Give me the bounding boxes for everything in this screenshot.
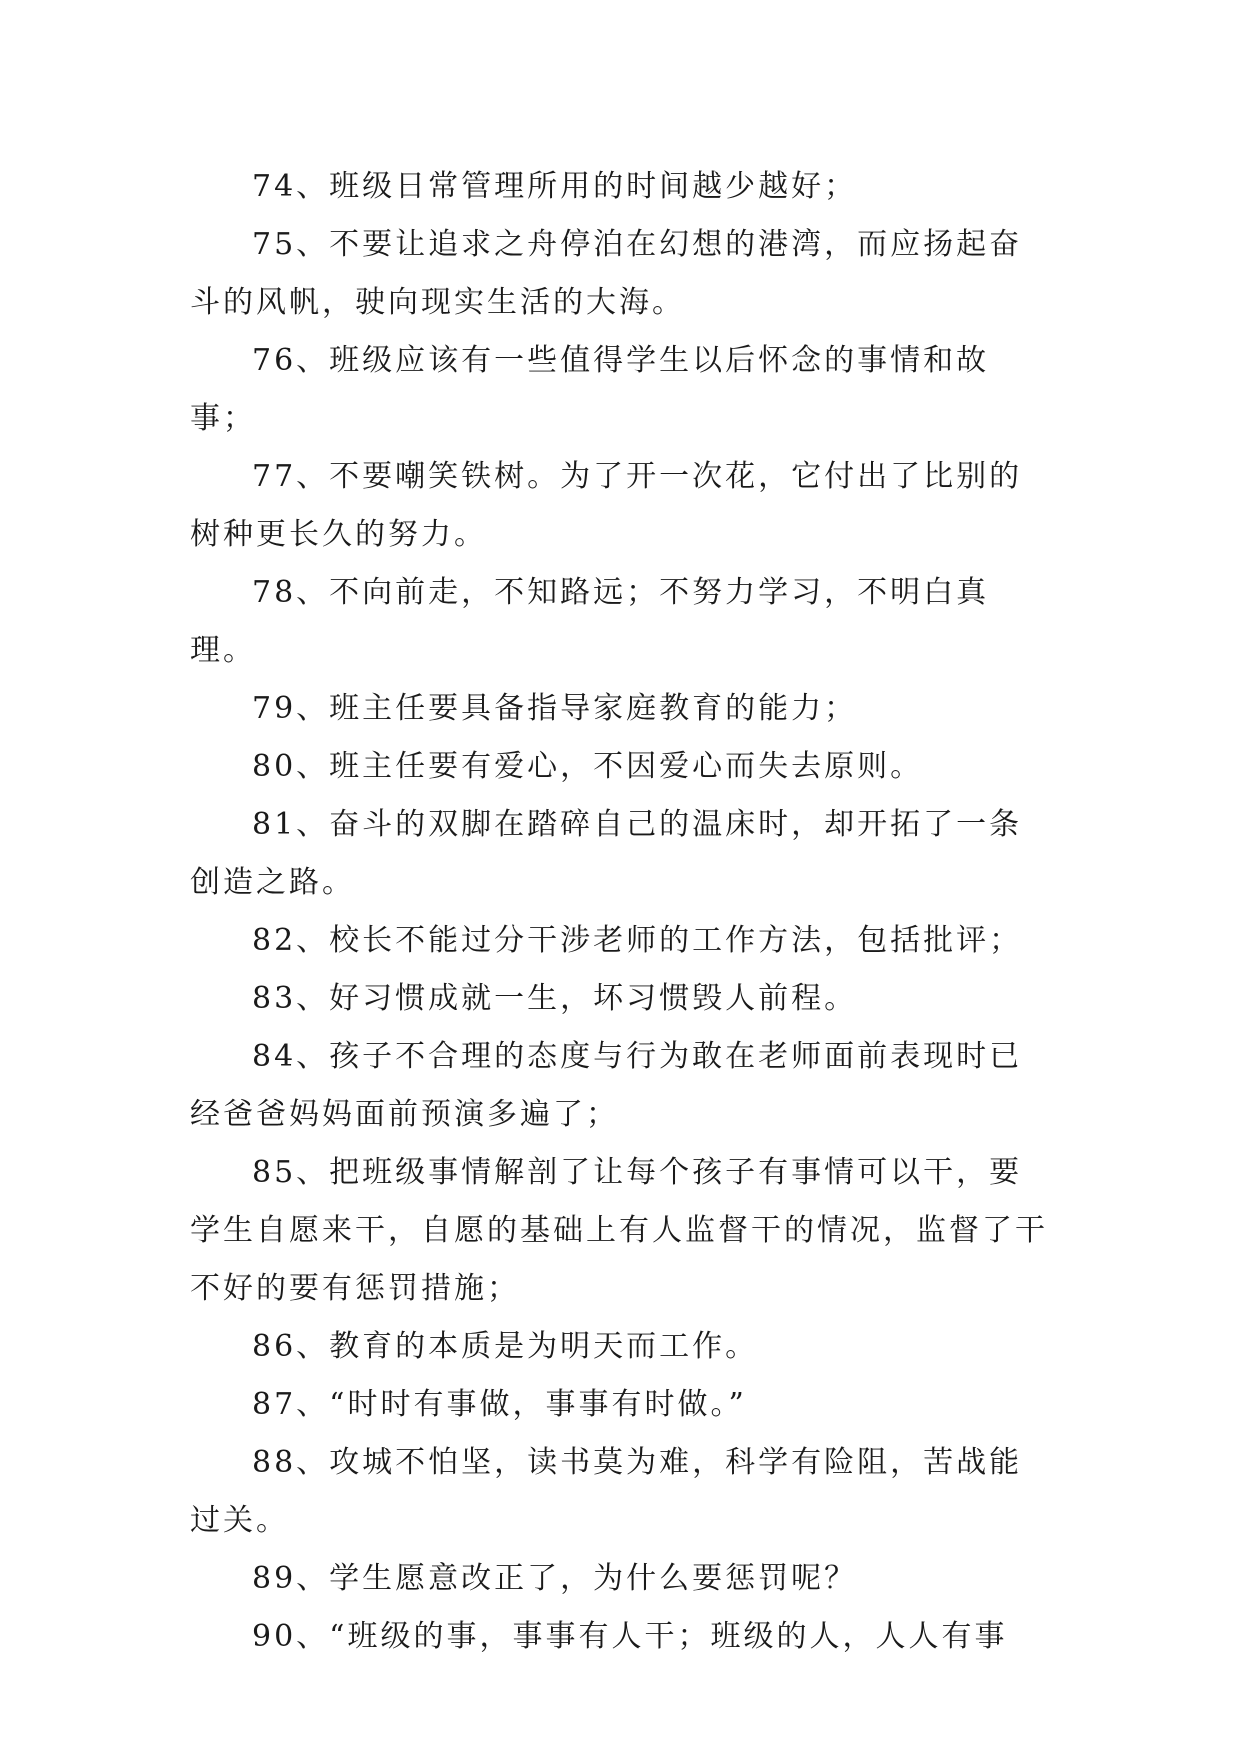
list-item-80: 80、班主任要有爱心，不因爱心而失去原则。 — [252, 749, 924, 784]
list-item-85: 85、把班级事情解剖了让每个孩子有事情可以干，要学生自愿来干，自愿的基础上有人监督干的情况，监督了干不好的要有惩罚措施； — [190, 1155, 1048, 1306]
list-item-75: 75、不要让追求之舟停泊在幻想的港湾，而应扬起奋斗的风帆，驶向现实生活的大海。 — [190, 227, 1023, 320]
list-item-78: 78、不向前走，不知路远；不努力学习，不明白真理。 — [190, 575, 990, 668]
list-item-74: 74、班级日常管理所用的时间越少越好； — [252, 169, 858, 204]
list-item-88: 88、攻城不怕坚，读书莫为难，科学有险阻，苦战能过关。 — [190, 1445, 1023, 1538]
document-body — [190, 158, 1050, 1666]
list-item-84: 84、孩子不合理的态度与行为敢在老师面前表现时已经爸爸妈妈面前预演多遍了； — [190, 1039, 1023, 1132]
list-item-86: 86、教育的本质是为明天而工作。 — [252, 1329, 759, 1364]
list-item-81: 81、奋斗的双脚在踏碎自己的温床时，却开拓了一条创造之路。 — [190, 807, 1023, 900]
list-item-82: 82、校长不能过分干涉老师的工作方法，包括批评； — [252, 923, 1023, 958]
list-item-87: 87、“时时有事做，事事有时做。” — [252, 1387, 747, 1422]
list-item-77: 77、不要嘲笑铁树。为了开一次花，它付出了比别的树种更长久的努力。 — [190, 459, 1023, 552]
list-item-76: 76、班级应该有一些值得学生以后怀念的事情和故事； — [190, 343, 990, 436]
list-item-89: 89、学生愿意改正了，为什么要惩罚呢？ — [252, 1561, 858, 1596]
list-item-90: 90、“班级的事，事事有人干；班级的人，人人有事 — [252, 1619, 1008, 1654]
list-item-79: 79、班主任要具备指导家庭教育的能力； — [252, 691, 858, 726]
list-item-83: 83、好习惯成就一生，坏习惯毁人前程。 — [252, 981, 858, 1016]
